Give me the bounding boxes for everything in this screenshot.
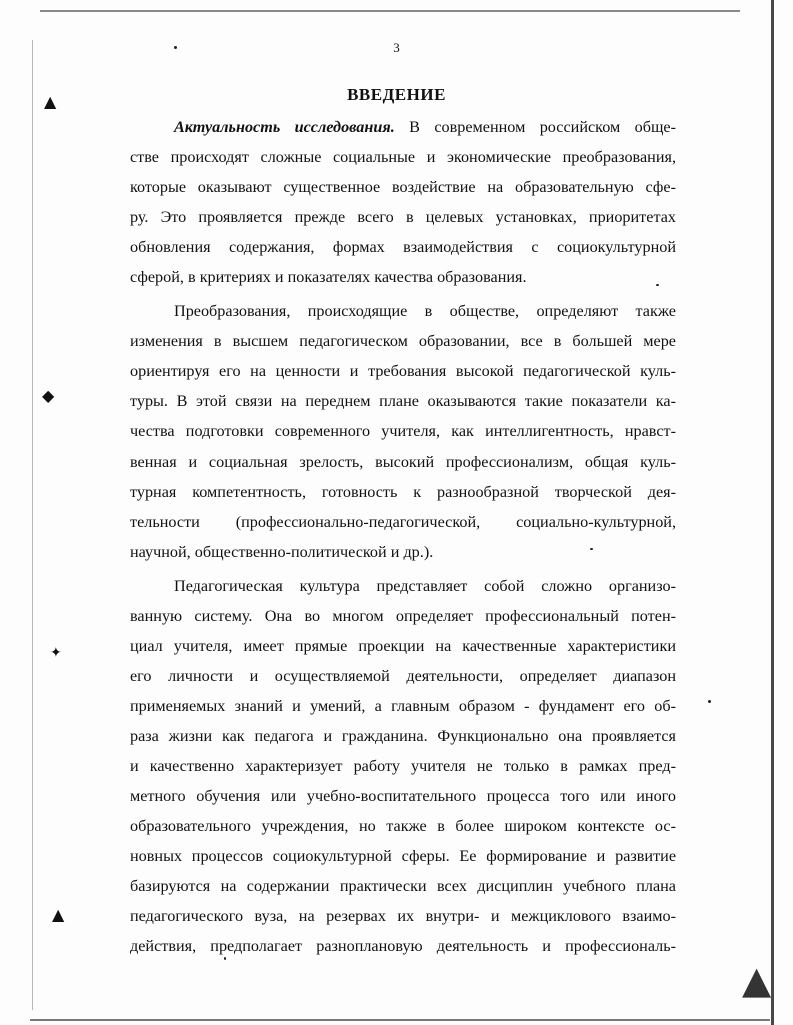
text-line: стве происходят сложные социальные и экономические преобразования, bbox=[130, 148, 676, 167]
lead-phrase: Актуальность исследования. bbox=[174, 118, 395, 136]
text-line: туры. В этой связи на переднем плане оказываются такие показатели ка- bbox=[130, 392, 676, 411]
punch-mark-icon: ✦ bbox=[50, 645, 62, 661]
text-line: ванную систему. Она во многом определяет профессиональный потен- bbox=[130, 606, 676, 625]
text-line: чества подготовки современного учителя, как интеллигентность, нравст- bbox=[130, 422, 676, 441]
scan-edge-right bbox=[771, 0, 774, 1025]
text-line: его личности и осуществляемой деятельности, определяет диапазон bbox=[130, 666, 676, 685]
text-line: изменения в высшем педагогическом образовании, все в большей мере bbox=[130, 332, 676, 351]
scan-edge-top bbox=[40, 10, 740, 12]
text-line: базируются на содержании практически всех дисциплин учебного плана bbox=[130, 877, 676, 896]
punch-mark-icon: ▲ bbox=[52, 905, 65, 924]
text-line: действия, предполагает разноплановую деятельность и профессиональ- bbox=[130, 937, 676, 956]
text-line: ориентируя его на ценности и требования высокой педагогической куль- bbox=[130, 362, 676, 381]
page-number: 3 bbox=[393, 40, 400, 55]
text-line: применяемых знаний и умений, а главным образом - фундамент его об- bbox=[130, 696, 676, 715]
punch-mark-icon: ◆ bbox=[42, 386, 55, 405]
text-line: тельности (профессионально-педагогической, социально-культурной, bbox=[130, 512, 676, 531]
text-line: Педагогическая культура представляет собой сложно организо- bbox=[174, 576, 676, 595]
text-line: которые оказывают существенное воздействие на образовательную сфе- bbox=[130, 178, 676, 197]
scan-edge-bottom bbox=[30, 1019, 770, 1021]
text-line: раза жизни как педагога и гражданина. Функционально она проявляется bbox=[130, 726, 676, 745]
text-line: и качественно характеризует работу учителя не только в рамках пред- bbox=[130, 756, 676, 775]
text-line: метного обучения или учебно-воспитательного процесса того или иного bbox=[130, 787, 676, 806]
text-line: педагогического вуза, на резервах их внутри- и межциклового взаимо- bbox=[130, 907, 676, 926]
text-line: циал учителя, имеет прямые проекции на качественные характеристики bbox=[130, 636, 676, 655]
scan-smudge-icon: ▲ bbox=[742, 958, 772, 1002]
text-line: Актуальность исследования. В современном российском обще- bbox=[174, 118, 676, 136]
text-line: образовательного учреждения, но также в более широком контексте ос- bbox=[130, 817, 676, 836]
text-line: венная и социальная зрелость, высокий профессионализм, общая куль- bbox=[130, 452, 676, 471]
text-line: обновления содержания, формах взаимодействия с социокультурной bbox=[130, 238, 676, 257]
body-text bbox=[130, 112, 676, 961]
scan-edge-left bbox=[32, 40, 33, 1010]
scan-speck bbox=[708, 700, 711, 703]
punch-mark-icon: ▲ bbox=[44, 92, 57, 111]
text-line: Преобразования, происходящие в обществе, определяют также bbox=[174, 302, 676, 321]
text-line: ру. Это проявляется прежде всего в целевых установках, приоритетах bbox=[130, 208, 676, 227]
text-line: сферой, в критериях и показателях качества образования. bbox=[130, 268, 527, 287]
text-line: турная компетентность, готовность к разнообразной творческой дея- bbox=[130, 482, 676, 501]
text-line: научной, общественно-политической и др.). bbox=[130, 542, 434, 561]
text-line: новных процессов социокультурной сферы. Ее формирование и развитие bbox=[130, 847, 676, 866]
section-heading: ВВЕДЕНИЕ bbox=[347, 85, 446, 104]
